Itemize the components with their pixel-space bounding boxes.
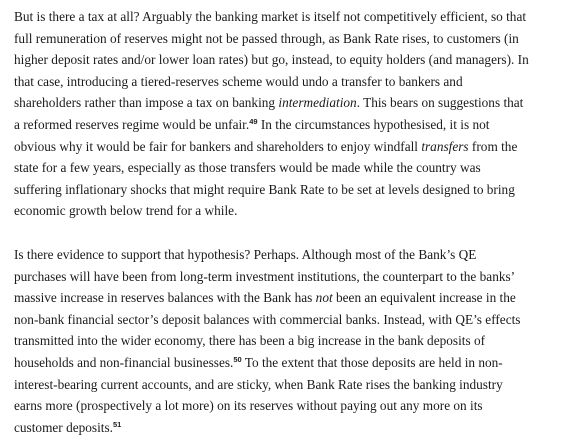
text-line	[14, 287, 570, 309]
text-run: To the extent that those deposits are held in non-	[241, 354, 503, 370]
text-run: economic growth below trend for a while.	[14, 203, 238, 219]
text-run: But is there a tax at all? Arguably the banking market is itself not competitively efficient, so that	[14, 9, 527, 24]
text-run: higher deposit rates and/or lower loan rates) but go, instead, to equity holders (and managers). In	[14, 52, 529, 68]
text-line	[14, 71, 570, 93]
text-run: . This bears on suggestions that	[356, 95, 524, 111]
text-run: non-bank financial sector’s deposit balances with commercial banks. Instead, with QE’s effects	[14, 311, 521, 327]
emphasis-text: not	[315, 290, 333, 306]
text-line	[14, 157, 570, 179]
paragraph-tax-question	[14, 6, 570, 222]
text-run: households and non-financial businesses.	[14, 354, 234, 370]
text-line	[14, 417, 570, 438]
emphasis-text: transfers	[421, 138, 469, 154]
text-run: state for a few years, especially as those transfers would be made while the country was	[14, 160, 481, 176]
text-line	[14, 352, 570, 374]
text-run: a reformed reserves regime would be unfair.	[14, 116, 250, 132]
text-run: obvious why it would be fair for bankers and shareholders to enjoy windfall	[14, 138, 422, 154]
text-line	[14, 136, 570, 158]
text-line	[14, 49, 570, 71]
text-run: transmitted into the wider economy, there has been a big increase in the bank deposits of	[14, 333, 486, 349]
text-line	[14, 266, 570, 288]
text-run: In the circumstances hypothesised, it is not	[257, 116, 490, 132]
text-run: massive increase in reserves balances with the Bank has	[14, 290, 316, 306]
text-line	[14, 92, 570, 114]
document-page	[14, 6, 570, 438]
text-line	[14, 28, 570, 50]
text-line	[14, 244, 570, 266]
emphasis-text: intermediation	[278, 95, 357, 111]
text-line	[14, 114, 570, 136]
text-line	[14, 374, 570, 396]
text-line	[14, 179, 570, 201]
footnote-ref: 50	[233, 354, 242, 364]
text-run: that case, introducing a tiered-reserves scheme would undo a transfer to bankers and	[14, 73, 463, 89]
text-line	[14, 330, 570, 352]
paragraph-evidence	[14, 244, 570, 438]
text-line	[14, 6, 570, 28]
text-run: from the	[468, 138, 518, 154]
text-run: suffering inflationary shocks that might require Bank Rate to be set at levels designed to bring	[14, 181, 515, 197]
text-run: customer deposits.	[14, 419, 113, 435]
text-run: purchases will have been from long-term investment institutions, the counterpart to the banks’	[14, 268, 516, 284]
text-run: interest-bearing current accounts, and are sticky, when Bank Rate rises the banking industry	[14, 376, 503, 392]
text-line	[14, 395, 570, 417]
text-run: shareholders rather than impose a tax on banking	[14, 95, 279, 111]
text-run: Is there evidence to support that hypothesis? Perhaps. Although most of the Bank’s QE	[14, 246, 477, 262]
footnote-ref: 49	[249, 116, 258, 126]
text-line	[14, 309, 570, 331]
text-line	[14, 200, 570, 222]
text-run: full remuneration of reserves might not be passed through, as Bank Rate rises, to customers (in	[14, 30, 519, 46]
text-run: earns more (prospectively a lot more) on its reserves without paying out any more on its	[14, 398, 483, 414]
text-run: been an equivalent increase in the	[332, 290, 516, 306]
footnote-ref: 51	[112, 419, 122, 429]
